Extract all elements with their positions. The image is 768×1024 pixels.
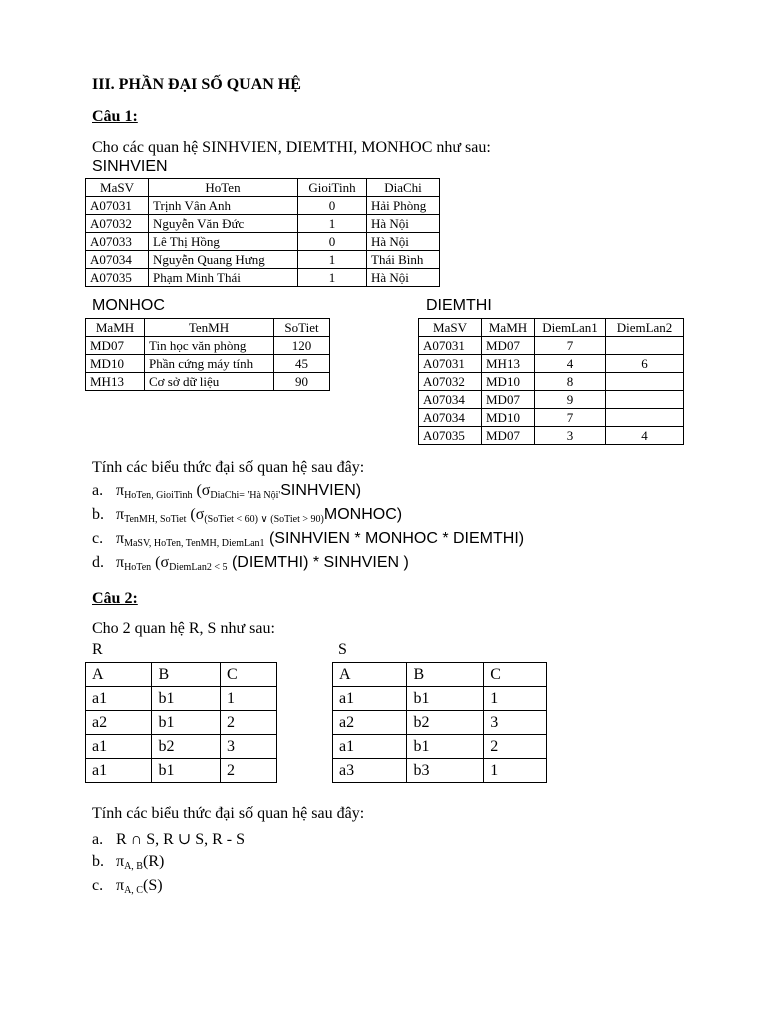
table-row xyxy=(419,427,684,445)
table-cell: a3 xyxy=(333,759,407,783)
table-row xyxy=(86,735,277,759)
table-cell: A07031 xyxy=(419,355,482,373)
table-cell: MD10 xyxy=(482,373,535,391)
table-cell: Nguyễn Quang Hưng xyxy=(149,251,298,269)
table-cell: A07034 xyxy=(419,391,482,409)
table-row xyxy=(419,391,684,409)
table-cell: a1 xyxy=(86,759,152,783)
table-cell: 3 xyxy=(221,735,277,759)
table-cell: b3 xyxy=(407,759,484,783)
table-cell: 7 xyxy=(535,337,606,355)
table-row xyxy=(86,759,277,783)
table-row xyxy=(86,355,330,373)
table-cell: 3 xyxy=(484,711,547,735)
table-cell: 0 xyxy=(298,197,367,215)
pi-symbol: π xyxy=(116,853,125,870)
table-cell: MD10 xyxy=(86,355,145,373)
table-cell: Tin học văn phòng xyxy=(145,337,274,355)
table-cell: a2 xyxy=(333,711,407,735)
diemthi-table-name: DIEMTHI xyxy=(426,297,492,314)
table-cell: Phạm Minh Thái xyxy=(149,269,298,287)
item-label: a. xyxy=(92,482,104,499)
table-cell: a2 xyxy=(86,711,152,735)
table-cell: Phần cứng máy tính xyxy=(145,355,274,373)
table-row xyxy=(419,409,684,427)
table-cell: 90 xyxy=(274,373,330,391)
expression-2b xyxy=(92,853,164,872)
question-2-intro: Cho 2 quan hệ R, S như sau: xyxy=(92,620,275,637)
table-cell: A07032 xyxy=(86,215,149,233)
table-cell: 3 xyxy=(535,427,606,445)
expression-1c xyxy=(92,530,524,549)
open-paren: ( xyxy=(151,554,161,571)
table-row xyxy=(333,663,547,687)
column-header: GioiTinh xyxy=(298,179,367,197)
table-cell: 1 xyxy=(298,215,367,233)
question-1-title: Câu 1: xyxy=(92,108,138,125)
item-label: b. xyxy=(92,506,104,523)
table-cell: C xyxy=(221,663,277,687)
column-header: DiemLan1 xyxy=(535,319,606,337)
table-cell: a1 xyxy=(86,687,152,711)
table-cell xyxy=(606,373,684,391)
item-label: a. xyxy=(92,831,104,848)
sinhvien-table-name: SINHVIEN xyxy=(92,158,168,175)
table-row xyxy=(333,687,547,711)
table-row xyxy=(419,337,684,355)
table-cell: a1 xyxy=(333,687,407,711)
selection-condition: DiaChi= 'Hà Nội' xyxy=(210,490,281,501)
table-cell: MH13 xyxy=(86,373,145,391)
pi-symbol: π xyxy=(116,530,125,547)
table-header-row xyxy=(86,179,440,197)
column-header: DiaChi xyxy=(367,179,440,197)
expression-1b xyxy=(92,506,402,525)
table-cell: MD07 xyxy=(482,391,535,409)
open-paren: ( xyxy=(192,482,202,499)
projection-attributes: HoTen xyxy=(124,562,152,573)
relation-name: (R) xyxy=(142,853,165,870)
table-cell: Hà Nội xyxy=(367,215,440,233)
column-header: DiemLan2 xyxy=(606,319,684,337)
column-header: HoTen xyxy=(149,179,298,197)
table-row xyxy=(86,663,277,687)
table-header-row xyxy=(86,319,330,337)
table-row xyxy=(333,759,547,783)
table-row xyxy=(419,373,684,391)
projection-attributes: A, B xyxy=(124,861,143,872)
table-cell: A xyxy=(333,663,407,687)
r-table xyxy=(85,662,277,783)
table-cell: 7 xyxy=(535,409,606,427)
table-cell: Trịnh Vân Anh xyxy=(149,197,298,215)
column-header: MaMH xyxy=(86,319,145,337)
table-cell: b1 xyxy=(407,687,484,711)
pi-symbol: π xyxy=(116,482,125,499)
table-cell: A07031 xyxy=(419,337,482,355)
table-cell: b1 xyxy=(152,759,221,783)
sigma-symbol: σ xyxy=(201,482,211,499)
table-row xyxy=(86,337,330,355)
table-cell: b2 xyxy=(407,711,484,735)
table-header-row xyxy=(419,319,684,337)
table-cell: MD10 xyxy=(482,409,535,427)
monhoc-table xyxy=(85,318,330,391)
pi-symbol: π xyxy=(116,877,125,894)
selection-condition: DiemLan2 < 5 xyxy=(169,562,228,573)
projection-attributes: A, C xyxy=(124,885,143,896)
table-cell: b1 xyxy=(152,687,221,711)
table-cell: A xyxy=(86,663,152,687)
question-1-intro: Cho các quan hệ SINHVIEN, DIEMTHI, MONHOC như sau: xyxy=(92,139,491,156)
table-cell: B xyxy=(152,663,221,687)
table-row xyxy=(86,215,440,233)
table-cell: Nguyễn Văn Đức xyxy=(149,215,298,233)
table-row xyxy=(86,711,277,735)
table-cell xyxy=(606,391,684,409)
item-label: c. xyxy=(92,877,104,894)
column-header: SoTiet xyxy=(274,319,330,337)
sigma-symbol: σ xyxy=(195,506,205,523)
table-row xyxy=(419,355,684,373)
table-cell: 2 xyxy=(221,759,277,783)
section-title: III. PHẦN ĐẠI SỐ QUAN HỆ xyxy=(92,76,301,93)
table-cell: Hà Nội xyxy=(367,269,440,287)
diemthi-table xyxy=(418,318,684,445)
item-label: c. xyxy=(92,530,104,547)
table-cell: 8 xyxy=(535,373,606,391)
table-cell: 45 xyxy=(274,355,330,373)
projection-attributes: TenMH, SoTiet xyxy=(124,514,187,525)
r-table-name: R xyxy=(92,641,103,658)
table-cell: Lê Thị Hồng xyxy=(149,233,298,251)
table-cell: 1 xyxy=(484,687,547,711)
pi-symbol: π xyxy=(116,506,125,523)
table-cell: 4 xyxy=(606,427,684,445)
table-cell: A07033 xyxy=(86,233,149,251)
table-cell: 120 xyxy=(274,337,330,355)
column-header: MaSV xyxy=(86,179,149,197)
table-cell: 6 xyxy=(606,355,684,373)
question-1-task: Tính các biểu thức đại số quan hệ sau đây: xyxy=(92,459,365,476)
relation-expression: (DIEMTHI) * SINHVIEN ) xyxy=(227,554,409,571)
selection-condition: (SoTiet < 60) ∨ (SoTiet > 90) xyxy=(204,514,324,525)
table-cell: A07035 xyxy=(419,427,482,445)
table-cell: 0 xyxy=(298,233,367,251)
table-cell: Thái Bình xyxy=(367,251,440,269)
item-label: d. xyxy=(92,554,104,571)
set-operations: R ∩ S, R ∪ S, R - S xyxy=(116,831,245,848)
table-row xyxy=(86,687,277,711)
table-row xyxy=(333,711,547,735)
relation-name: MONHOC) xyxy=(323,506,403,523)
table-cell: Hà Nội xyxy=(367,233,440,251)
table-cell: 4 xyxy=(535,355,606,373)
table-cell: a1 xyxy=(86,735,152,759)
table-cell: MD07 xyxy=(86,337,145,355)
table-cell: 1 xyxy=(298,269,367,287)
table-row xyxy=(86,269,440,287)
table-cell: C xyxy=(484,663,547,687)
expression-2a xyxy=(92,829,245,849)
table-row xyxy=(86,373,330,391)
sigma-symbol: σ xyxy=(160,554,170,571)
pi-symbol: π xyxy=(116,554,125,571)
table-cell: b2 xyxy=(152,735,221,759)
expression-2c xyxy=(92,877,163,896)
table-cell: A07034 xyxy=(86,251,149,269)
table-row xyxy=(86,251,440,269)
question-2-title: Câu 2: xyxy=(92,590,138,607)
item-label: b. xyxy=(92,853,104,870)
table-cell: MD07 xyxy=(482,337,535,355)
table-cell: Hải Phòng xyxy=(367,197,440,215)
table-cell: 1 xyxy=(221,687,277,711)
table-cell xyxy=(606,409,684,427)
table-cell: A07032 xyxy=(419,373,482,391)
table-cell: B xyxy=(407,663,484,687)
table-cell xyxy=(606,337,684,355)
table-cell: A07035 xyxy=(86,269,149,287)
column-header: MaSV xyxy=(419,319,482,337)
table-row xyxy=(86,233,440,251)
table-cell: 1 xyxy=(298,251,367,269)
table-cell: b1 xyxy=(152,711,221,735)
table-cell: MD07 xyxy=(482,427,535,445)
column-header: MaMH xyxy=(482,319,535,337)
table-cell: MH13 xyxy=(482,355,535,373)
table-row xyxy=(86,197,440,215)
table-cell: 9 xyxy=(535,391,606,409)
projection-attributes: MaSV, HoTen, TenMH, DiemLan1 xyxy=(124,538,265,549)
column-header: TenMH xyxy=(145,319,274,337)
relation-name: (S) xyxy=(142,877,163,894)
projection-attributes: HoTen, GioiTinh xyxy=(124,490,193,501)
table-cell: A07034 xyxy=(419,409,482,427)
table-cell: 1 xyxy=(484,759,547,783)
relation-expression: (SINHVIEN * MONHOC * DIEMTHI) xyxy=(264,530,525,547)
question-2-task: Tính các biểu thức đại số quan hệ sau đây: xyxy=(92,805,365,822)
s-table xyxy=(332,662,547,783)
open-paren: ( xyxy=(186,506,196,523)
table-cell: 2 xyxy=(221,711,277,735)
sinhvien-table xyxy=(85,178,440,287)
s-table-name: S xyxy=(338,641,347,658)
monhoc-table-name: MONHOC xyxy=(92,297,165,314)
table-cell: 2 xyxy=(484,735,547,759)
table-cell: b1 xyxy=(407,735,484,759)
expression-1d xyxy=(92,554,409,573)
table-cell: A07031 xyxy=(86,197,149,215)
table-cell: Cơ sở dữ liệu xyxy=(145,373,274,391)
relation-name: SINHVIEN) xyxy=(280,482,362,499)
expression-1a xyxy=(92,482,361,501)
table-cell: a1 xyxy=(333,735,407,759)
table-row xyxy=(333,735,547,759)
